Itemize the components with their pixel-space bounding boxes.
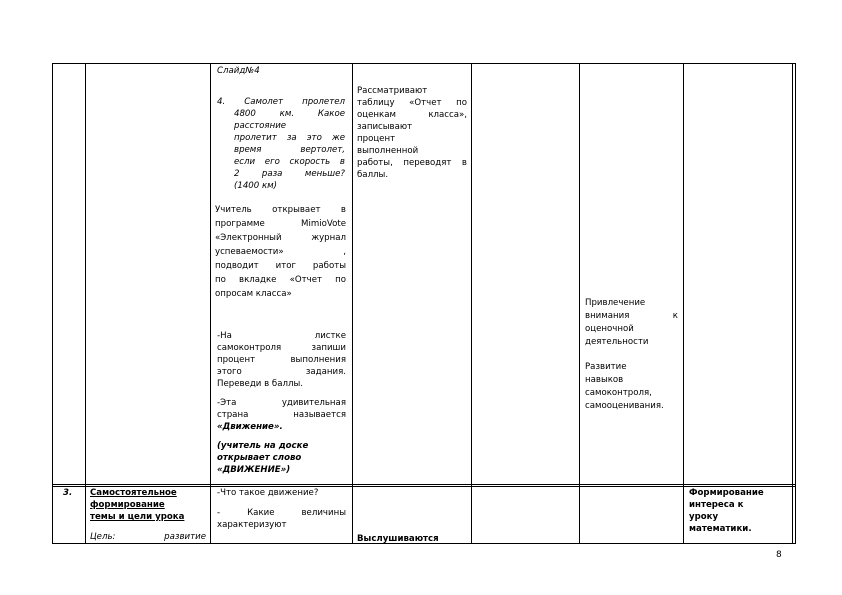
teacher-note-line: «Электронный журнал xyxy=(215,233,346,243)
col-border xyxy=(579,63,580,543)
attention-line: деятельности xyxy=(585,337,649,347)
students-line: процент xyxy=(357,134,396,144)
skills-line: самооценивания. xyxy=(585,401,664,411)
task-line: 4800 км. Какое xyxy=(234,109,345,119)
col-border xyxy=(795,63,796,543)
col-border xyxy=(210,63,211,543)
values-question-line: характеризуют xyxy=(217,520,287,530)
instruction-line: Переведи в баллы. xyxy=(217,379,303,389)
values-question-line: - Какие величины xyxy=(217,508,346,518)
slide-reference: Слайд№4 xyxy=(217,66,260,76)
students-line: записывают xyxy=(357,122,413,132)
teacher-note-line: Учитель открывает в xyxy=(215,205,346,215)
teacher-note-line: опросам класса» xyxy=(215,289,292,299)
goal-text: Цель: развитие xyxy=(90,532,206,542)
students-line: работы, переводят в xyxy=(357,158,467,168)
task-line: (1400 км) xyxy=(234,181,277,191)
task-line: 2 раза меньше? xyxy=(234,169,345,179)
teacher-note-line: успеваемости» , xyxy=(215,247,346,257)
attention-line: внимания к xyxy=(585,311,678,321)
task-line: если его скорость в xyxy=(234,157,345,167)
instruction-line: самоконтроля запиши xyxy=(217,343,346,353)
teacher-note-line: по вкладке «Отчет по xyxy=(215,275,346,285)
interest-line: уроку xyxy=(689,512,719,522)
col-border xyxy=(471,63,472,543)
instruction-line: -На листке xyxy=(217,331,346,341)
col-border xyxy=(85,63,86,543)
instruction-line: этого задания. xyxy=(217,367,346,377)
board-note-line: открывает слово xyxy=(217,453,302,463)
country-line: -Эта удивительная xyxy=(217,398,346,408)
students-line: таблицу «Отчет по xyxy=(357,98,467,108)
stage-title-line: Самостоятельное xyxy=(90,488,177,498)
students-line: баллы. xyxy=(357,170,389,180)
task-line: пролетит за это же xyxy=(234,133,345,143)
attention-line: оценочной xyxy=(585,324,634,334)
col-border xyxy=(52,63,53,543)
students-line: Рассматривают xyxy=(357,86,428,96)
teacher-note-line: подводит итог работы xyxy=(215,261,346,271)
stage-title-line: формирование xyxy=(90,500,165,510)
interest-line: Формирование xyxy=(689,488,764,498)
interest-line: интереса к xyxy=(689,500,744,510)
attention-line: Привлечение xyxy=(585,298,646,308)
heard-text: Выслушиваются xyxy=(357,534,439,544)
task-line: 4. Самолет пролетел xyxy=(217,97,345,107)
skills-line: Развитие xyxy=(585,362,627,372)
students-line: выполненной xyxy=(357,146,419,156)
row-divider xyxy=(52,484,796,485)
students-line: оценкам класса», xyxy=(357,110,467,120)
country-line: страна называется xyxy=(217,410,346,420)
board-note-line: (учитель на доске xyxy=(217,441,309,451)
col-border xyxy=(683,63,684,543)
instruction-line: процент выполнения xyxy=(217,355,346,365)
col-border xyxy=(352,63,353,543)
board-note-line: «ДВИЖЕНИЕ») xyxy=(217,465,291,475)
col-border xyxy=(792,63,793,543)
page-number: 8 xyxy=(776,550,782,560)
stage-title-line: темы и цели урока xyxy=(90,512,185,522)
skills-line: самоконтроля, xyxy=(585,388,652,398)
question-text: -Что такое движение? xyxy=(217,488,319,498)
interest-line: математики. xyxy=(689,524,752,534)
task-line: время вертолет, xyxy=(234,145,345,155)
task-line: расстояние xyxy=(234,121,287,131)
row-number: 3. xyxy=(63,488,73,498)
table-top-border xyxy=(52,63,796,64)
skills-line: навыков xyxy=(585,375,624,385)
teacher-note-line: программе MimioVote xyxy=(215,219,346,229)
country-name: «Движение». xyxy=(217,422,283,432)
